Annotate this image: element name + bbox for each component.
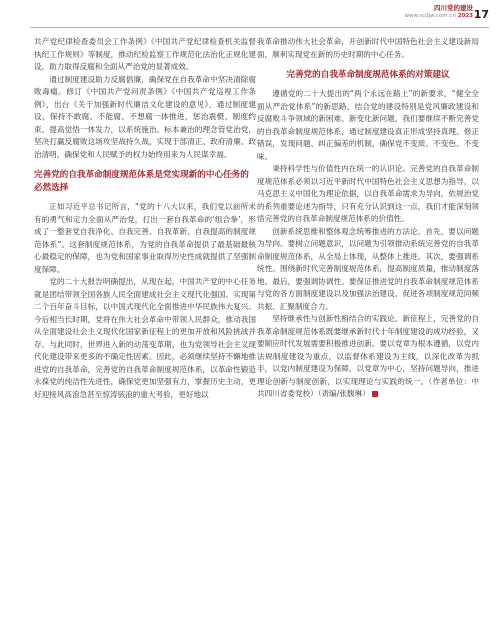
paragraph: 创新系统思维和整体观念统筹推进的方法论。首先，要以问题为导向。要树立问题意识，以问题为引领推动系统完善党的自我革命制度规范体系，从全局上体现，从整体上推进。其次，要强调系统性。围绕新时代完善制度规范体系，提高制度质量，推动制度落地。最后，要强调协调性。要保证推进党的自我革命制度规范体系与党的各方面制度建设以及加强法治建设，促进各项制度规范同频共振、汇聚制度合力。 bbox=[257, 226, 479, 311]
left-column bbox=[34, 36, 256, 401]
page-number: 17 bbox=[473, 8, 489, 21]
magazine-name: 四川党的建设 bbox=[434, 4, 473, 12]
paragraph: 遵循党的二十大提出的“两个永远在路上”的新要求，“健全全面从严治党体系”的新思路，结合党的建设特别是党风廉政建设和反腐败斗争领域的新困难、新变化新问题，我们要继续不断完善党的自我革命制度规范体系，通过制度建设真正形成坚持真理、修正错误，发现问题、纠正偏差的机制，确保党不变质、不变色、不变味。 bbox=[257, 89, 479, 161]
paragraph: 共产党纪律检查委员会工作条例》《中国共产党纪律检查机关监督执纪工作规则》等制度，推动纪检监察工作规范化法治化正规化建设，助力取得反腐和全面从严治党的显著成效。 bbox=[34, 37, 256, 71]
magazine-brand bbox=[405, 4, 473, 20]
paragraph: 正如习近平总书记所言，“党的十八大以来，我们党以前所未有的勇气和定力全面从严治党，打出一套自我革命的‘组合拳’，形成了一整套党自我净化、自我完善、自我革新、自我提高的制度规范体系”。这套制度规范体系，为党的自我革命提供了最基础最核心最稳定的保障，也为党和国家事业取得历史性成就提供了坚强制度保障。 bbox=[34, 202, 256, 274]
right-column bbox=[257, 36, 479, 401]
paragraph: 秉持科学性与价值性内在统一的认识论。完善党的自我革命制度规范体系必须以习近平新时代中国特色社会主义思想为指导，以马克思主义中国化为理论依据，以自我革命需求为导向，依规治党的系列重要论述为指导，只有充分认识到这一点，我们才能深刻领悟完善党的自我革命制度规范体系的价值性。 bbox=[257, 164, 479, 223]
header-divider bbox=[30, 27, 489, 28]
paragraph: 我革命推动伟大社会革命，开创新时代中国特色社会主义建设新局面，顺利实现党在新的历史时期的中心任务。 bbox=[257, 37, 479, 59]
end-mark-icon bbox=[372, 391, 378, 397]
paragraph-final bbox=[257, 313, 479, 401]
url-text: www.scdjw.com.cn bbox=[404, 13, 456, 19]
section-heading: 完善党的自我革命制度规范体系的对策建议 bbox=[286, 70, 450, 80]
issue-year: 2023 bbox=[457, 13, 473, 19]
paragraph-text: 坚持继承性与创新性相结合的实践论。新征程上，完善党的自我革命制度规范体系既要继承新时代十年制度建设的成功经验，又要顺应时代发展需要积极推进创新。要以党章为根本遵循，以党内法规制度建设为重点，以监督体系建设为主线，以深化改革为抓手，以党内制度建设为保障，以党章为中心，坚持问题导向，推进理论创新与制度创新，以实现理论与实践的统一。 bbox=[257, 314, 479, 386]
paragraph: 党的二十大报告明确提出，从现在起，中国共产党的中心任务就是团结带领全国各族人民全面建成社会主义现代化强国、实现第二个百年奋斗目标，以中国式现代化全面推进中华民族伟大复兴。今后相当长时期，党将在伟大社会革命中带领人民群众，推动我国从全面建设社会主义现代化国家新征程上的更加开放和风险挑战并存。与此同时，世界进入新的动荡变革期，也为党领导社会主义现代化建设带来更多的不确定性因素。因此，必须继续坚持不懈地推进党的自我革命，完善党的自我革命制度规范体系，以革命性锻造永葆党的纯洁性先进性，确保党更加坚强有力，掌握历史主动，更好迎接风高浪急甚至惊涛骇浪的重大考验，更好地以 bbox=[34, 277, 256, 399]
section-heading: 完善党的自我革命制度规范体系是党实现新的中心任务的必然选择 bbox=[34, 170, 249, 193]
author-note: （作者单位：中共四川省委党校）（责编/张馥琳） bbox=[257, 376, 480, 398]
magazine-url bbox=[405, 12, 473, 20]
paragraph: 通过制度建设助力反腐倡廉，确保党在自我革命中坚决清除腐败毒瘤。修订《中国共产党问责条例》《中国共产党巡视工作条例》，出台《关于加强新时代廉洁文化建设的意见》，通过制度建设，保持不敢腐、不能腐、不想腐一体推进，惩治震慑、制度约束、提高觉悟一体发力，以系统施治、标本兼治的理念管党治党，坚决打赢反腐败这场攻坚战持久战，实现干部清正、政府清廉、政治清明，确保党和人民赋予的权力始终用来为人民谋幸福。 bbox=[34, 74, 256, 159]
page-header bbox=[0, 0, 503, 28]
